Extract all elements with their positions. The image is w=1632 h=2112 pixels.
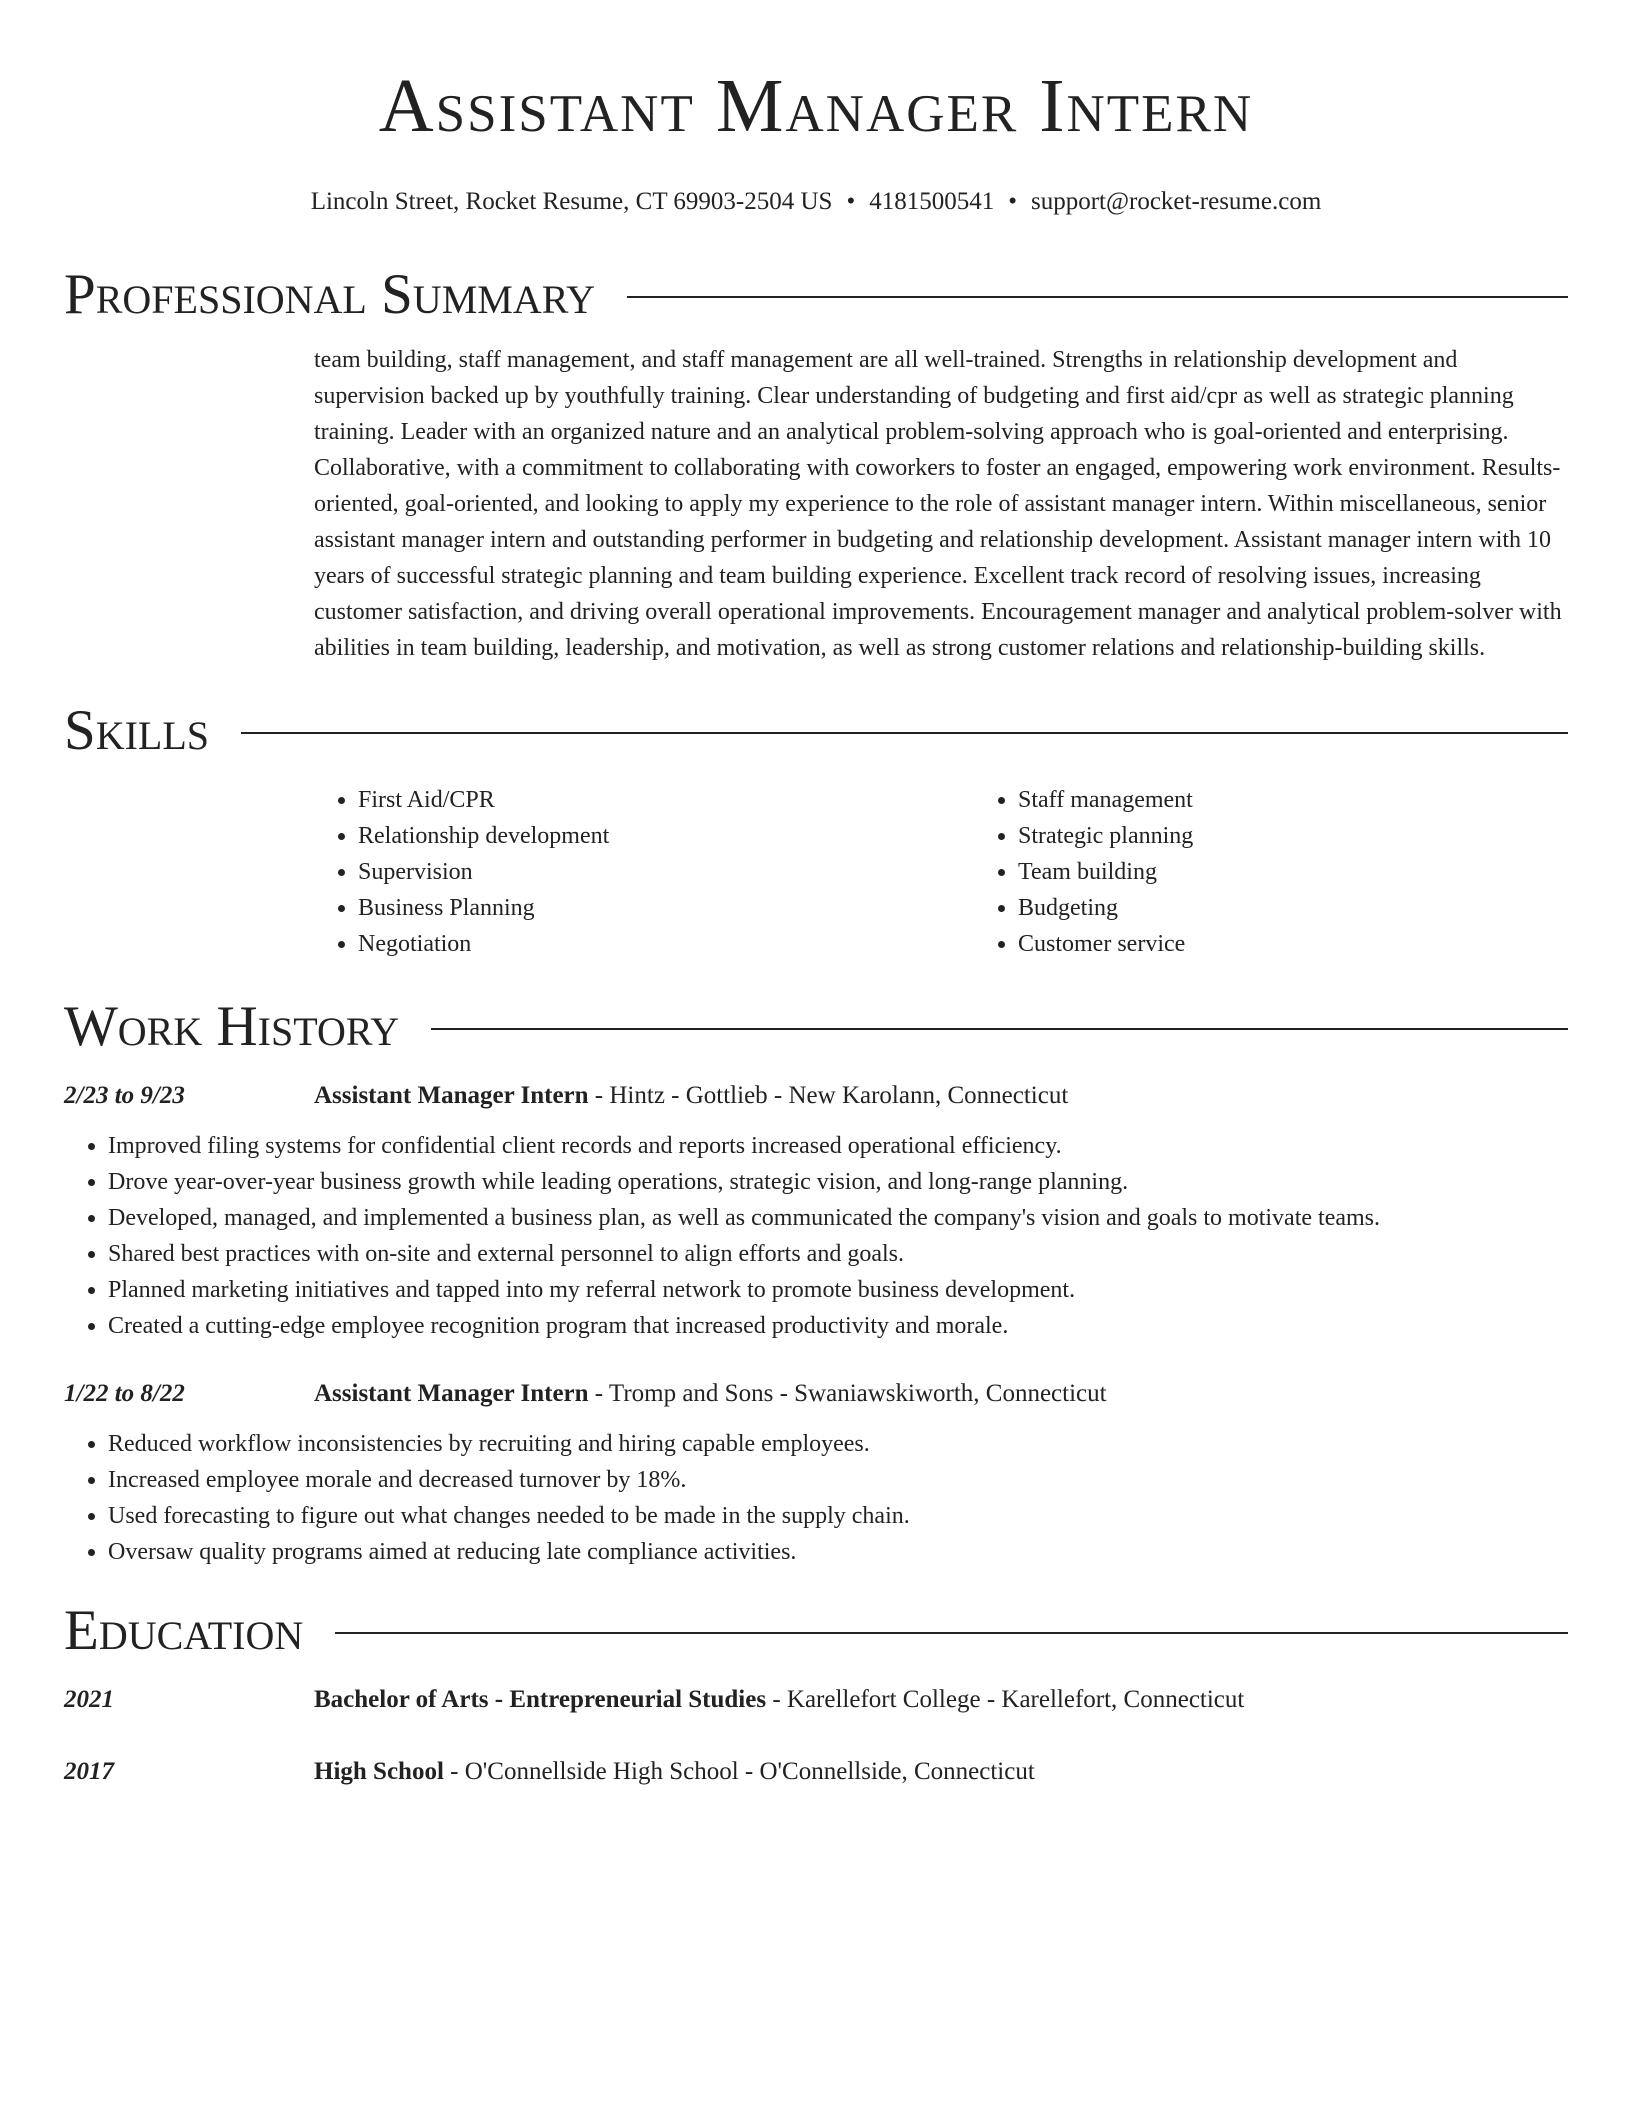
education-line [314, 1682, 1244, 1718]
education-degree: Bachelor of Arts - Entrepreneurial Studies [314, 1686, 767, 1713]
job-company: - Tromp and Sons - Swaniawskiworth, Connecticut [588, 1380, 1107, 1407]
job-bullet: • Oversaw quality programs aimed at reducing late compliance activities. [108, 1534, 1568, 1570]
section-divider [431, 1028, 1568, 1030]
resume-page [64, 0, 1568, 1790]
job-title-line [314, 1376, 1107, 1412]
contact-email: support@rocket-resume.com [1030, 188, 1322, 215]
skill-item: • Business Planning [358, 890, 974, 926]
section-divider [241, 732, 1568, 734]
job-bullet: • Used forecasting to figure out what changes needed to be made in the supply chain. [108, 1498, 1568, 1534]
skill-item: • Strategic planning [1018, 818, 1193, 854]
skills-list [314, 782, 1568, 962]
skill-item: • Negotiation [358, 926, 974, 962]
job-bullet: • Shared best practices with on-site and external personnel to align efforts and goals. [108, 1236, 1568, 1272]
job-company: - Hintz - Gottlieb - New Karolann, Connecticut [588, 1082, 1069, 1109]
candidate-name: Assistant Manager Intern [378, 64, 1254, 148]
job-dates: 2/23 to 9/23 [64, 1082, 185, 1109]
section-divider [627, 296, 1568, 298]
job-bullet: • Improved filing systems for confidential client records and reports increased operational efficiency. [108, 1128, 1568, 1164]
job-entry [64, 1078, 1568, 1344]
job-bullet: • Reduced workflow inconsistencies by recruiting and hiring capable employees. [108, 1426, 1568, 1462]
job-title: Assistant Manager Intern [314, 1380, 589, 1407]
job-title-line [314, 1078, 1068, 1114]
education-entry [64, 1754, 1568, 1790]
education-year: 2021 [64, 1686, 114, 1713]
contact-phone: 4181500541 [869, 188, 995, 215]
education-entry [64, 1682, 1568, 1718]
skill-item: • First Aid/CPR [358, 782, 974, 818]
skills-column-right [974, 782, 1193, 962]
education-heading: Education [64, 1599, 304, 1662]
job-entry [64, 1376, 1568, 1570]
skill-item: • Customer service [1018, 926, 1193, 962]
job-bullet: • Increased employee morale and decreased turnover by 18%. [108, 1462, 1568, 1498]
job-title: Assistant Manager Intern [314, 1082, 589, 1109]
education-line [314, 1754, 1035, 1790]
job-bullets [64, 1128, 1568, 1344]
contact-separator: • [1008, 188, 1017, 215]
education-school: - O'Connellside High School - O'Connellside, Connecticut [443, 1758, 1035, 1785]
work-section-header [64, 992, 1568, 1062]
skills-column-left [314, 782, 974, 962]
section-divider [335, 1632, 1568, 1634]
job-bullet: • Planned marketing initiatives and tapped into my referral network to promote business development. [108, 1272, 1568, 1308]
job-dates: 1/22 to 8/22 [64, 1380, 185, 1407]
skills-heading: Skills [64, 699, 210, 762]
skill-item: • Supervision [358, 854, 974, 890]
skill-item: • Staff management [1018, 782, 1193, 818]
summary-text: team building, staff management, and staff management are all well-trained. Strengths in relationship development and supervision backed up by youthfully training. Clear understanding of budgeting and first aid/cpr as well as strategic planning training. Leader with an organized nature and an analytical problem-solving approach who is goal-oriented and enterprising. Collaborative, with a commitment to collaborating with coworkers to foster an engaged, empowering work environment. Results-oriented, goal-oriented, and looking to apply my experience to the role of assistant manager intern. Within miscellaneous, senior assistant manager intern and outstanding performer in budgeting and relationship development. Assistant manager intern with 10 years of successful strategic planning and team building experience. Excellent track record of resolving issues, increasing customer satisfaction, and driving overall operational improvements. Encouragement manager and analytical problem-solver with abilities in team building, leadership, and motivation, as well as strong customer relations and relationship-building skills. [314, 347, 1562, 661]
job-bullet: • Drove year-over-year business growth while leading operations, strategic vision, and long-range planning. [108, 1164, 1568, 1200]
summary-heading: Professional Summary [64, 263, 596, 326]
job-bullet: • Developed, managed, and implemented a business plan, as well as communicated the company's vision and goals to motivate teams. [108, 1200, 1568, 1236]
skill-item: • Team building [1018, 854, 1193, 890]
summary-section-header [64, 260, 1568, 330]
skill-item: • Relationship development [358, 818, 974, 854]
job-bullet: • Created a cutting-edge employee recognition program that increased productivity and morale. [108, 1308, 1568, 1344]
job-header [64, 1078, 1568, 1114]
skill-item: • Budgeting [1018, 890, 1193, 926]
education-year: 2017 [64, 1758, 114, 1785]
contact-address: Lincoln Street, Rocket Resume, CT 69903-2504 US [310, 188, 833, 215]
contact-separator: • [846, 188, 856, 215]
contact-line [64, 186, 1568, 218]
job-header [64, 1376, 1568, 1412]
education-degree: High School [314, 1758, 444, 1785]
job-bullets [64, 1426, 1568, 1570]
work-heading: Work History [64, 995, 400, 1058]
education-section-header [64, 1596, 1568, 1666]
education-school: - Karellefort College - Karellefort, Connecticut [766, 1686, 1245, 1713]
skills-section-header [64, 696, 1568, 766]
